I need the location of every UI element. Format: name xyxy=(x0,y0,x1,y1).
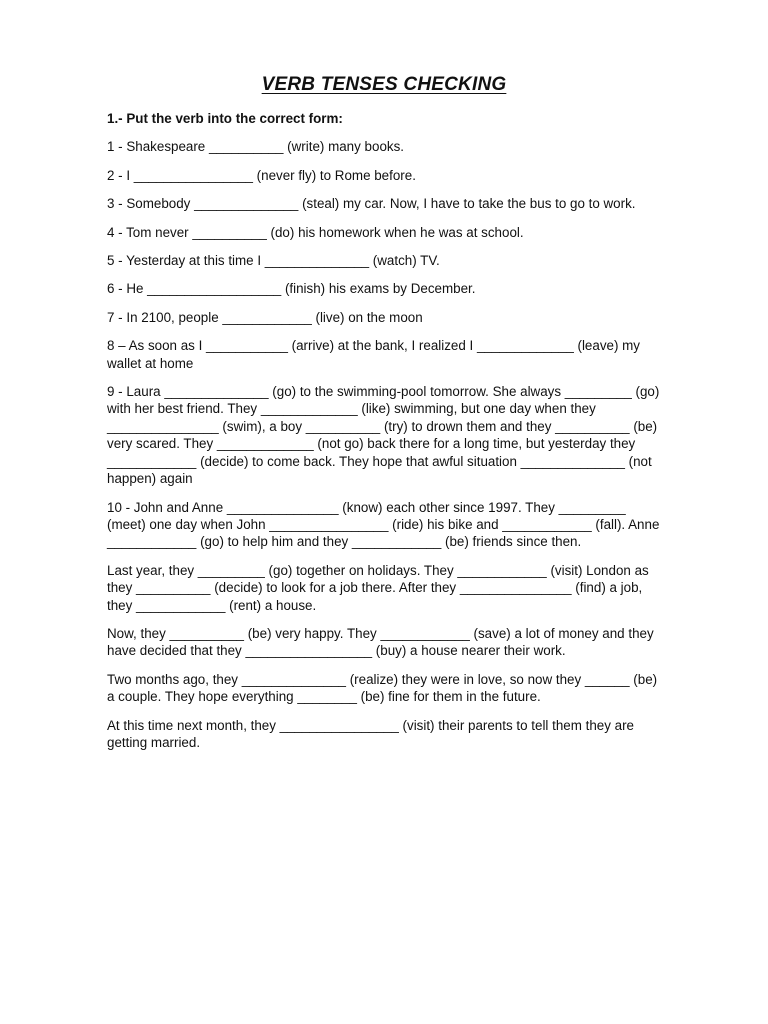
exercise-item-9: 9 - Laura ______________ (go) to the swimming-pool tomorrow. She always _________ (go) with her best friend. They _____________ (like) swimming, but one day when they _______________ (swim), a boy __________ (try) to drown them and they __________ (be) very scared. They _____________ (not go) back there for a long time, but yesterday they ____________ (decide) to come back. They hope that awful situation ______________ (not happen) again xyxy=(107,384,660,487)
exercise-paragraph-next-month: At this time next month, they ________________ (visit) their parents to tell them they are getting married. xyxy=(107,717,634,750)
exercise-item-3: 3 - Somebody ______________ (steal) my car. Now, I have to take the bus to go to work. xyxy=(107,196,636,212)
exercise-item-7: 7 - In 2100, people ____________ (live) on the moon xyxy=(107,309,423,325)
exercise-item-4: 4 - Tom never __________ (do) his homework when he was at school. xyxy=(107,224,524,240)
exercise-item-10: 10 - John and Anne _______________ (know) each other since 1997. They _________ (meet) one day when John ________________ (ride) his bike and ____________ (fall). Anne ____________ (go) to help him and they ____________ (be) friends since then. xyxy=(107,499,660,550)
exercise-instruction: 1.- Put the verb into the correct form: xyxy=(107,111,343,126)
exercise-paragraph-two-months-ago: Two months ago, they ______________ (realize) they were in love, so now they ______ (be) a couple. They hope everything ________ (be) fine for them in the future. xyxy=(107,671,658,705)
exercise-item-5: 5 - Yesterday at this time I ______________ (watch) TV. xyxy=(107,253,440,269)
exercise-paragraph-now: Now, they __________ (be) very happy. They ____________ (save) a lot of money and they have decided that they _________________ (buy) a house nearer their work. xyxy=(107,625,654,659)
exercise-paragraph-last-year: Last year, they _________ (go) together on holidays. They ____________ (visit) London as they __________ (decide) to look for a job there. After they _______________ (find) a job, they ____________ (rent) a house. xyxy=(107,562,649,613)
page-title: VERB TENSES CHECKING xyxy=(261,74,507,95)
exercise-item-8: 8 – As soon as I ___________ (arrive) at the bank, I realized I _____________ (leave) my wallet at home xyxy=(107,338,640,371)
exercise-item-1: 1 - Shakespeare __________ (write) many books. xyxy=(107,139,405,155)
exercise-content xyxy=(107,110,667,762)
exercise-item-2: 2 - I ________________ (never fly) to Rome before. xyxy=(107,167,416,183)
exercise-item-6: 6 - He __________________ (finish) his exams by December. xyxy=(107,281,476,297)
